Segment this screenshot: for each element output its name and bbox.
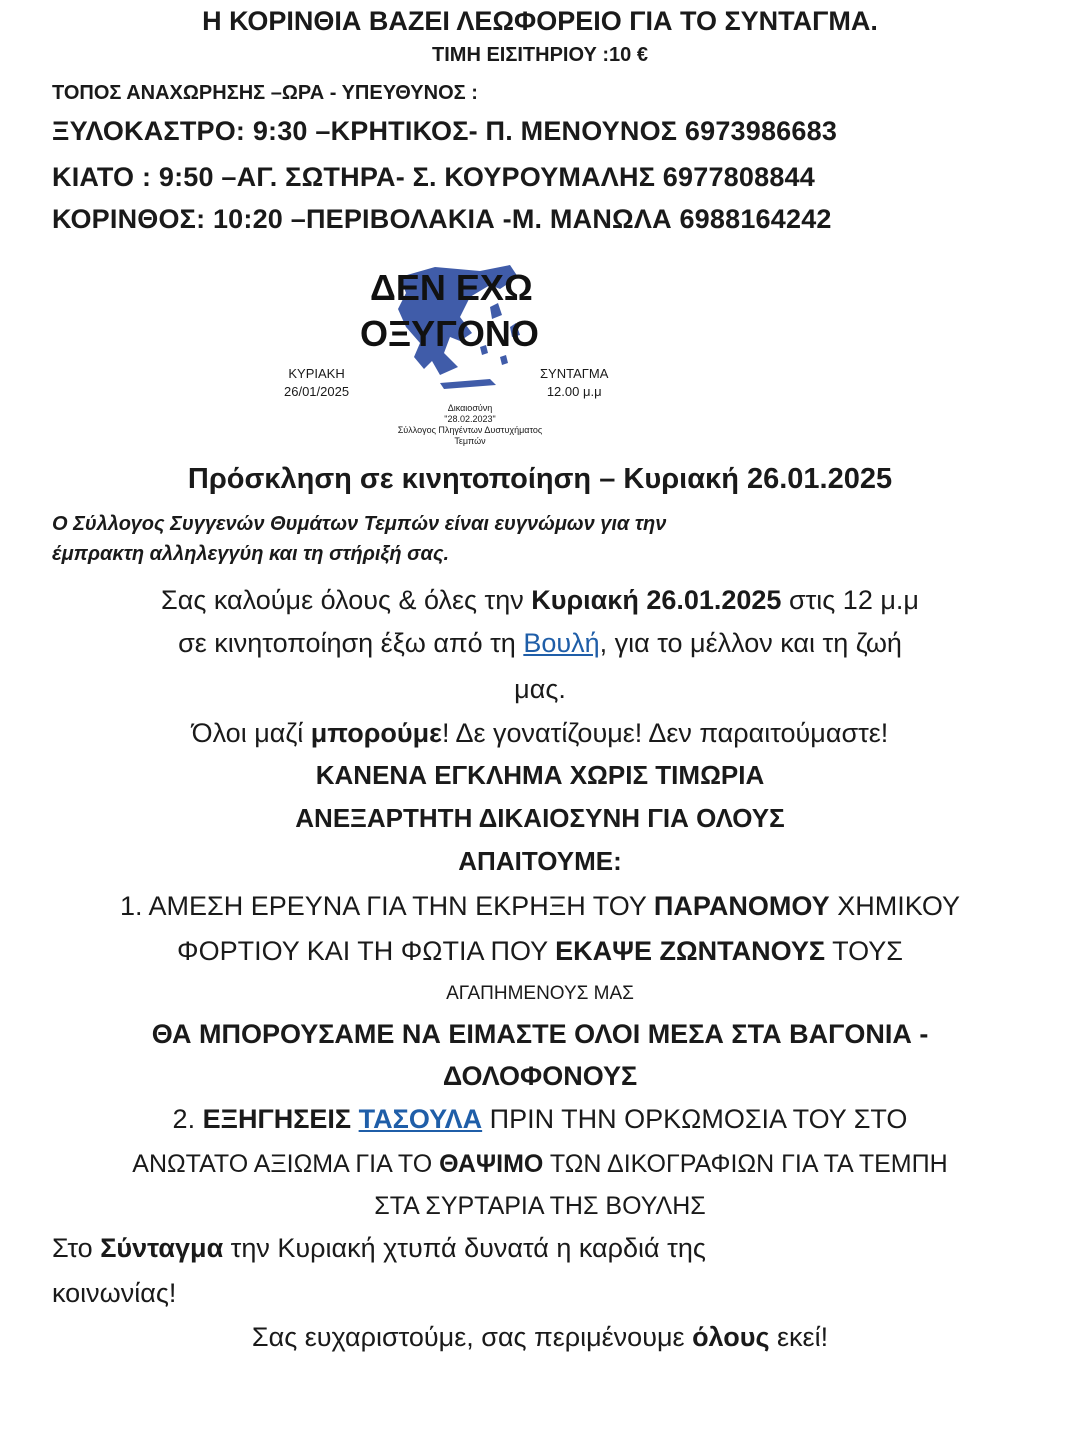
poster-headline-1: ΔΕΝ ΕΧΩ: [370, 267, 533, 308]
poster-day: ΚΥΡΙΑΚΗ: [288, 366, 345, 381]
demand-1-line-3: ΑΓΑΠΗΜΕΝΟΥΣ ΜΑΣ: [446, 983, 634, 1004]
slogan-1: ΚΑΝΕΝΑ ΕΓΚΛΗΜΑ ΧΩΡΙΣ ΤΙΜΩΡΙΑ: [315, 760, 765, 790]
demand-2-a2: ΕΞΗΓΗΣΕΙΣ: [202, 1104, 352, 1134]
demand-1-line-1: [0, 891, 1080, 922]
footer-3-a: Σας ευχαριστούμε, σας περιμένουμε: [251, 1322, 693, 1352]
invite-line-2-c: , για το μέλλον και τη ζωή: [599, 628, 902, 658]
poster-time: 12.00 μ.μ: [546, 384, 602, 399]
association-line-2: έμπρακτη αλληλεγγύη και τη στήριξή σας.: [52, 543, 450, 565]
demand-1-a1: 1. ΑΜΕΣΗ ΕΡΕΥΝΑ ΓΙΑ ΤΗΝ ΕΚΡΗΞΗ ΤΟΥ: [119, 891, 654, 921]
poster-headline-2: ΟΞΥΓΟΝΟ: [360, 313, 539, 354]
demand-2-line-1: [0, 1104, 1080, 1135]
flyer-title: Η ΚΟΡΙΝΘΙΑ ΒΑΖΕΙ ΛΕΩΦΟΡΕΙΟ ΓΙΑ ΤΟ ΣΥΝΤΑΓΜΑ.: [202, 6, 878, 36]
poster-date-block: [284, 365, 349, 401]
demand-2-a3: [351, 1104, 359, 1134]
footer-line-1: [52, 1233, 706, 1264]
demand-1-line-2: [0, 936, 1080, 967]
invite-line-4-c: ! Δε γονατίζουμε! Δεν παραιτούμαστε!: [441, 718, 889, 748]
invite-line-2: [0, 628, 1080, 659]
demand-2-b2: ΘΑΨΙΜΟ: [439, 1150, 544, 1178]
vouli-link[interactable]: Βουλή: [523, 628, 600, 658]
poster-footer-4: Τεμπών: [454, 436, 486, 446]
invite-line-2-a: σε κινητοποίηση έξω από τη: [178, 628, 524, 658]
route-korinthos: ΚΟΡΙΝΘΟΣ: 10:20 –ΠΕΡΙΒΟΛΑΚΙΑ -Μ. ΜΑΝΩΛΑ 6988164242: [52, 204, 832, 234]
demand-2-line-3: ΣΤΑ ΣΥΡΤΑΡΙΑ ΤΗΣ ΒΟΥΛΗΣ: [374, 1192, 706, 1220]
poster-footer-2: "28.02.2023": [444, 414, 496, 424]
demand-2-line-2: [0, 1150, 1080, 1179]
association-line-1: Ο Σύλλογος Συγγενών Θυμάτων Τεμπών είναι ευγνώμων για την: [52, 513, 667, 535]
slogan-3: ΑΠΑΙΤΟΥΜΕ:: [458, 846, 622, 876]
demand-2-a1: 2.: [172, 1104, 203, 1134]
invitation-heading: Πρόσκληση σε κινητοποίηση – Κυριακή 26.01.2025: [187, 463, 893, 495]
route-kiato: ΚΙΑΤΟ : 9:50 –ΑΓ. ΣΩΤΗΡΑ- Σ. ΚΟΥΡΟΥΜΑΛΗΣ 6977808844: [52, 162, 815, 192]
poster-date: 26/01/2025: [284, 384, 350, 399]
demand-1-b3: ΤΟΥΣ: [825, 936, 903, 966]
footer-3-b: όλους: [692, 1322, 770, 1352]
invite-line-4-a: Όλοι μαζί: [191, 718, 311, 748]
footer-line-2: κοινωνίας!: [52, 1278, 177, 1308]
poster-place-block: [540, 365, 608, 401]
route-xylokastro: ΞΥΛΟΚΑΣΤΡΟ: 9:30 –ΚΡΗΤΙΚΟΣ- Π. ΜΕΝΟΥΝΟΣ 6973986683: [52, 116, 838, 146]
invite-line-1-a: Σας καλούμε όλους & όλες την: [161, 585, 532, 615]
invite-line-4: [0, 718, 1080, 749]
footer-1-a: Στο: [52, 1233, 101, 1263]
departures-heading: ΤΟΠΟΣ ΑΝΑΧΩΡΗΣΗΣ –ΩΡΑ - ΥΠΕΥΘΥΝΟΣ :: [52, 82, 478, 104]
poster-footer: [330, 403, 610, 447]
poster-place: ΣΥΝΤΑΓΜΑ: [540, 366, 609, 381]
demand-2-a4: ΠΡΙΝ ΤΗΝ ΟΡΚΩΜΟΣΙΑ ΤΟΥ ΣΤΟ: [482, 1104, 908, 1134]
protest-poster: [270, 255, 650, 460]
demand-2-b1: ΑΝΩΤΑΤΟ ΑΞΙΩΜΑ ΓΙΑ ΤΟ: [132, 1150, 440, 1178]
demand-1-b2: ΕΚΑΨΕ ΖΩΝΤΑΝΟΥΣ: [555, 936, 826, 966]
slogan-2: ΑΝΕΞΑΡΤΗΤΗ ΔΙΚΑΙΟΣΥΝΗ ΓΙΑ ΟΛΟΥΣ: [295, 803, 785, 833]
wagons-line-1: ΘΑ ΜΠΟΡΟΥΣΑΜΕ ΝΑ ΕΙΜΑΣΤΕ ΟΛΟΙ ΜΕΣΑ ΣΤΑ ΒΑΓΟΝΙΑ -: [151, 1019, 929, 1049]
invite-line-4-b: μπορούμε: [310, 718, 442, 748]
footer-line-3: [0, 1322, 1080, 1353]
demand-1-b1: ΦΟΡΤΙΟΥ ΚΑΙ ΤΗ ΦΩΤΙΑ ΠΟΥ: [177, 936, 556, 966]
tasoulas-link[interactable]: ΤΑΣΟΥΛΑ: [358, 1104, 483, 1134]
invite-line-1-c: στις 12 μ.μ: [781, 585, 919, 615]
invite-line-1: [0, 585, 1080, 616]
footer-1-b: Σύνταγμα: [100, 1233, 224, 1263]
poster-footer-1: Δικαιοσύνη: [447, 403, 493, 413]
invite-date: Κυριακή 26.01.2025: [531, 585, 782, 615]
ticket-price: ΤΙΜΗ ΕΙΣΙΤΗΡΙΟΥ :10 €: [432, 44, 648, 66]
demand-1-a2: ΠΑΡΑΝΟΜΟΥ: [653, 891, 830, 921]
footer-3-c: εκεί!: [769, 1322, 829, 1352]
invite-line-3: μας.: [514, 674, 566, 704]
poster-footer-3: Σύλλογος Πληγέντων Δυστυχήματος: [397, 425, 543, 435]
demand-1-a3: ΧΗΜΙΚΟΥ: [829, 891, 961, 921]
demand-2-b3: ΤΩΝ ΔΙΚΟΓΡΑΦΙΩΝ ΓΙΑ ΤΑ ΤΕΜΠΗ: [543, 1150, 948, 1178]
wagons-line-2: ΔΟΛΟΦΟΝΟΥΣ: [442, 1061, 638, 1091]
footer-1-c: την Κυριακή χτυπά δυνατά η καρδιά της: [223, 1233, 706, 1263]
